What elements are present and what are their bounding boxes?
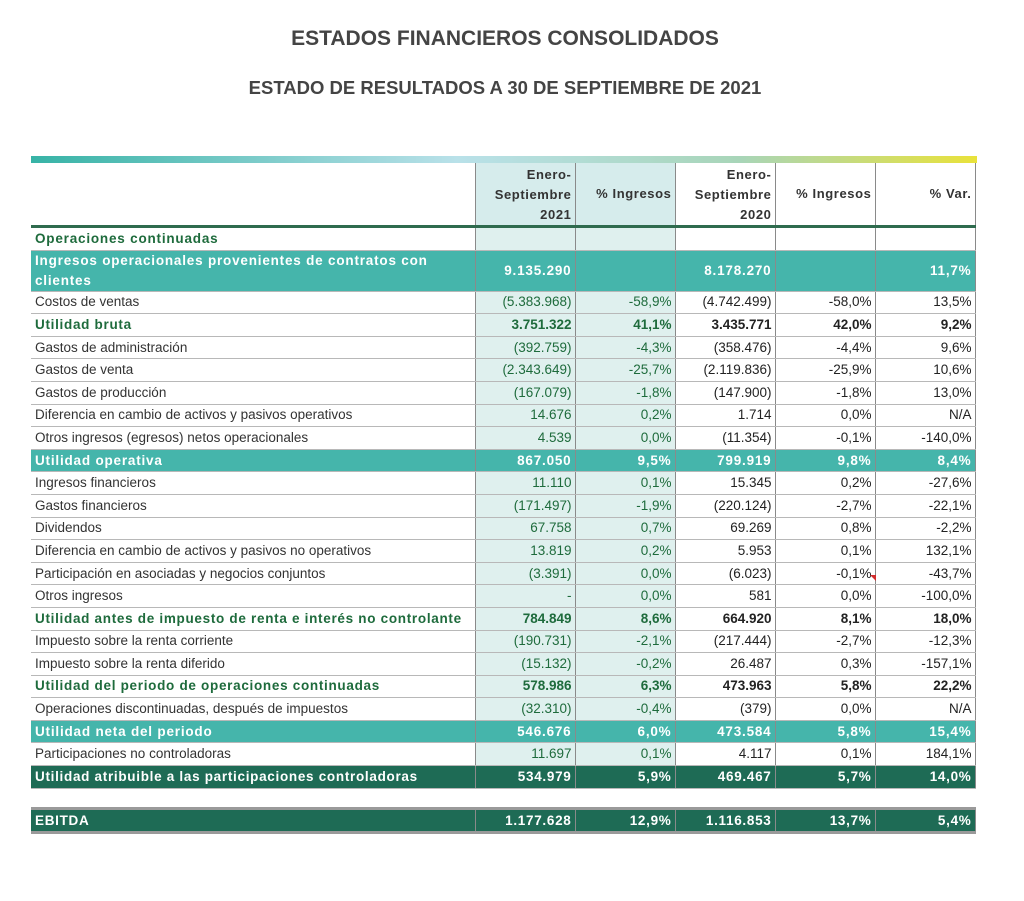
cell-value-2021	[475, 227, 575, 251]
ebitda-label: EBITDA	[31, 809, 475, 833]
cell-value-2021: (3.391)	[475, 562, 575, 585]
cell-value-2020: 5.953	[675, 540, 775, 563]
cell-pct-var: 11,7%	[875, 250, 975, 291]
cell-pct-ingresos-2020: 0,0%	[775, 404, 875, 427]
cell-pct-var: 13,5%	[875, 291, 975, 314]
cell-pct-ingresos-2020: 5,8%	[775, 675, 875, 698]
cell-value-2021: (32.310)	[475, 698, 575, 721]
cell-value-2021: 534.979	[475, 766, 575, 789]
cell-pct-var: -157,1%	[875, 653, 975, 676]
cell-value-2020: 3.435.771	[675, 314, 775, 337]
cell-pct-ingresos-2020: -1,8%	[775, 381, 875, 404]
cell-value-2021: (190.731)	[475, 630, 575, 653]
cell-value-2021: 546.676	[475, 720, 575, 743]
cell-value-2021: 784.849	[475, 607, 575, 630]
row-label: Operaciones continuadas	[31, 227, 475, 251]
cell-value-2020: (6.023)	[675, 562, 775, 585]
cell-value-2021: 11.697	[475, 743, 575, 766]
cell-pct-var: -2,2%	[875, 517, 975, 540]
cell-pct-var: 18,0%	[875, 607, 975, 630]
cell-pct-ingresos-2020: -0,1%	[775, 562, 875, 585]
row-label: Gastos de venta	[31, 359, 475, 382]
cell-pct-ingresos-2021: 0,7%	[575, 517, 675, 540]
cell-pct-ingresos-2020: 42,0%	[775, 314, 875, 337]
cell-value-2021: 867.050	[475, 449, 575, 472]
table-row	[31, 427, 975, 450]
cell-pct-var: 132,1%	[875, 540, 975, 563]
cell-pct-var: -22,1%	[875, 494, 975, 517]
cell-pct-ingresos-2020: 0,0%	[775, 698, 875, 721]
row-label: Dividendos	[31, 517, 475, 540]
row-label: Impuesto sobre la renta diferido	[31, 653, 475, 676]
cell-value-2020: (217.444)	[675, 630, 775, 653]
cell-value-2020: (358.476)	[675, 336, 775, 359]
table-row	[31, 291, 975, 314]
row-label: Utilidad antes de impuesto de renta e interés no controlante	[31, 607, 475, 630]
cell-pct-var: 8,4%	[875, 449, 975, 472]
cell-value-2020: (379)	[675, 698, 775, 721]
cell-pct-ingresos-2021	[575, 250, 675, 291]
cell-pct-ingresos-2020: 0,1%	[775, 540, 875, 563]
row-label: Gastos de producción	[31, 381, 475, 404]
table-row	[31, 630, 975, 653]
header-period-2021: Enero- Septiembre 2021	[475, 163, 575, 227]
cell-pct-var: 184,1%	[875, 743, 975, 766]
cell-pct-ingresos-2020: 0,2%	[775, 472, 875, 495]
document-subtitle: ESTADO DE RESULTADOS A 30 DE SEPTIEMBRE DE 2021	[248, 77, 762, 98]
table-header-row	[31, 163, 975, 227]
cell-pct-ingresos-2021: -0,2%	[575, 653, 675, 676]
cell-pct-var: -100,0%	[875, 585, 975, 608]
ebitda-table	[31, 807, 976, 834]
row-label: Diferencia en cambio de activos y pasivos no operativos	[31, 540, 475, 563]
cell-pct-ingresos-2021: 0,0%	[575, 585, 675, 608]
cell-pct-ingresos-2021: -0,4%	[575, 698, 675, 721]
table-row	[31, 562, 975, 585]
cell-pct-var: 10,6%	[875, 359, 975, 382]
table-row	[31, 720, 975, 743]
cell-value-2021: 67.758	[475, 517, 575, 540]
cell-pct-ingresos-2021: -58,9%	[575, 291, 675, 314]
table-row	[31, 517, 975, 540]
cell-value-2020: 1.714	[675, 404, 775, 427]
cell-pct-ingresos-2021: 6,3%	[575, 675, 675, 698]
cell-pct-ingresos-2020	[775, 227, 875, 251]
cell-value-2021: 14.676	[475, 404, 575, 427]
cell-value-2020: 581	[675, 585, 775, 608]
cell-pct-ingresos-2021: 8,6%	[575, 607, 675, 630]
cell-pct-var: 15,4%	[875, 720, 975, 743]
cell-pct-ingresos-2020: -58,0%	[775, 291, 875, 314]
cell-pct-var: 9,2%	[875, 314, 975, 337]
cell-pct-ingresos-2021: 0,1%	[575, 743, 675, 766]
table-row	[31, 698, 975, 721]
cell-value-2020: (220.124)	[675, 494, 775, 517]
table-row	[31, 404, 975, 427]
cell-pct-var: -27,6%	[875, 472, 975, 495]
cell-pct-var: -140,0%	[875, 427, 975, 450]
ebitda-pct-2020: 13,7%	[775, 809, 875, 833]
ebitda-value-2020: 1.116.853	[675, 809, 775, 833]
row-label: Ingresos financieros	[31, 472, 475, 495]
cell-value-2021: (392.759)	[475, 336, 575, 359]
cell-value-2021: 4.539	[475, 427, 575, 450]
cell-value-2020: 473.963	[675, 675, 775, 698]
cell-pct-ingresos-2021: 0,0%	[575, 562, 675, 585]
cell-pct-var: N/A	[875, 698, 975, 721]
cell-value-2020: 4.117	[675, 743, 775, 766]
cell-pct-ingresos-2020: 0,1%	[775, 743, 875, 766]
row-label: Utilidad atribuible a las participaciones controladoras	[31, 766, 475, 789]
cell-pct-ingresos-2020: -4,4%	[775, 336, 875, 359]
table-row	[31, 250, 975, 291]
header-gradient-bar	[31, 156, 977, 163]
row-label: Participación en asociadas y negocios conjuntos	[31, 562, 475, 585]
table-row	[31, 449, 975, 472]
cell-pct-var	[875, 227, 975, 251]
row-label: Gastos financieros	[31, 494, 475, 517]
row-label: Operaciones discontinuadas, después de impuestos	[31, 698, 475, 721]
document-title: ESTADOS FINANCIEROS CONSOLIDADOS	[291, 27, 719, 50]
cell-value-2020	[675, 227, 775, 251]
table-row	[31, 336, 975, 359]
cell-value-2021: (15.132)	[475, 653, 575, 676]
ebitda-pct-var: 5,4%	[875, 809, 975, 833]
header-label-cell	[31, 163, 475, 227]
income-statement-table	[31, 163, 976, 789]
cell-value-2020: 69.269	[675, 517, 775, 540]
cell-pct-ingresos-2020	[775, 250, 875, 291]
cell-value-2020: (11.354)	[675, 427, 775, 450]
cell-pct-var: -43,7%	[875, 562, 975, 585]
header-period-2020: Enero- Septiembre 2020	[675, 163, 775, 227]
cell-value-2021: (2.343.649)	[475, 359, 575, 382]
cell-pct-var: 22,2%	[875, 675, 975, 698]
row-label: Ingresos operacionales provenientes de contratos con clientes	[31, 250, 475, 291]
cell-value-2021: -	[475, 585, 575, 608]
cell-value-2020: 473.584	[675, 720, 775, 743]
cell-value-2021: 11.110	[475, 472, 575, 495]
cell-value-2020: 8.178.270	[675, 250, 775, 291]
table-row	[31, 743, 975, 766]
row-label: Gastos de administración	[31, 336, 475, 359]
cell-pct-ingresos-2020: 9,8%	[775, 449, 875, 472]
table-row	[31, 607, 975, 630]
cell-value-2021: 9.135.290	[475, 250, 575, 291]
cell-pct-ingresos-2021: 0,1%	[575, 472, 675, 495]
cell-pct-ingresos-2021: 41,1%	[575, 314, 675, 337]
cell-pct-ingresos-2021: 6,0%	[575, 720, 675, 743]
cell-value-2020: 26.487	[675, 653, 775, 676]
cell-pct-ingresos-2020: -2,7%	[775, 630, 875, 653]
cell-value-2020: 664.920	[675, 607, 775, 630]
row-label: Utilidad del periodo de operaciones continuadas	[31, 675, 475, 698]
cell-pct-var: N/A	[875, 404, 975, 427]
cell-pct-ingresos-2021: -1,8%	[575, 381, 675, 404]
cell-value-2020: (4.742.499)	[675, 291, 775, 314]
header-pct-var: % Var.	[875, 163, 975, 227]
cell-pct-ingresos-2020: 0,0%	[775, 585, 875, 608]
cell-value-2021: (171.497)	[475, 494, 575, 517]
row-label: Utilidad neta del periodo	[31, 720, 475, 743]
row-label: Utilidad operativa	[31, 449, 475, 472]
cell-pct-ingresos-2020: 5,8%	[775, 720, 875, 743]
cell-value-2020: (147.900)	[675, 381, 775, 404]
table-row	[31, 766, 975, 789]
cell-pct-ingresos-2021: -1,9%	[575, 494, 675, 517]
cell-pct-var: -12,3%	[875, 630, 975, 653]
ebitda-value-2021: 1.177.628	[475, 809, 575, 833]
comment-marker	[870, 575, 876, 581]
table-row	[31, 585, 975, 608]
row-label: Costos de ventas	[31, 291, 475, 314]
cell-pct-ingresos-2021: 5,9%	[575, 766, 675, 789]
cell-value-2021: 3.751.322	[475, 314, 575, 337]
cell-value-2020: 799.919	[675, 449, 775, 472]
row-label: Otros ingresos (egresos) netos operacionales	[31, 427, 475, 450]
cell-value-2021: 13.819	[475, 540, 575, 563]
cell-pct-var: 13,0%	[875, 381, 975, 404]
cell-pct-ingresos-2021: 9,5%	[575, 449, 675, 472]
table-row	[31, 381, 975, 404]
cell-value-2020: 15.345	[675, 472, 775, 495]
row-label: Utilidad bruta	[31, 314, 475, 337]
table-row	[31, 227, 975, 251]
row-label: Otros ingresos	[31, 585, 475, 608]
table-row	[31, 494, 975, 517]
cell-pct-ingresos-2021: -25,7%	[575, 359, 675, 382]
table-row	[31, 675, 975, 698]
cell-pct-ingresos-2021: -2,1%	[575, 630, 675, 653]
ebitda-row	[31, 809, 975, 833]
row-label: Impuesto sobre la renta corriente	[31, 630, 475, 653]
table-row	[31, 653, 975, 676]
cell-pct-ingresos-2020: -0,1%	[775, 427, 875, 450]
cell-value-2021: (167.079)	[475, 381, 575, 404]
cell-pct-var: 14,0%	[875, 766, 975, 789]
cell-pct-ingresos-2021: -4,3%	[575, 336, 675, 359]
table-row	[31, 314, 975, 337]
cell-pct-ingresos-2020: 0,8%	[775, 517, 875, 540]
cell-pct-var: 9,6%	[875, 336, 975, 359]
cell-pct-ingresos-2020: -2,7%	[775, 494, 875, 517]
table-row	[31, 540, 975, 563]
cell-pct-ingresos-2021	[575, 227, 675, 251]
cell-pct-ingresos-2020: 5,7%	[775, 766, 875, 789]
cell-pct-ingresos-2021: 0,2%	[575, 404, 675, 427]
cell-pct-ingresos-2020: 0,3%	[775, 653, 875, 676]
table-row	[31, 472, 975, 495]
cell-pct-ingresos-2020: 8,1%	[775, 607, 875, 630]
cell-value-2020: (2.119.836)	[675, 359, 775, 382]
cell-value-2020: 469.467	[675, 766, 775, 789]
header-pct-ingresos-2021: % Ingresos	[575, 163, 675, 227]
cell-pct-ingresos-2021: 0,0%	[575, 427, 675, 450]
header-pct-ingresos-2020: % Ingresos	[775, 163, 875, 227]
cell-pct-ingresos-2020: -25,9%	[775, 359, 875, 382]
table-row	[31, 359, 975, 382]
row-label: Diferencia en cambio de activos y pasivos operativos	[31, 404, 475, 427]
cell-value-2021: (5.383.968)	[475, 291, 575, 314]
cell-value-2021: 578.986	[475, 675, 575, 698]
row-label: Participaciones no controladoras	[31, 743, 475, 766]
cell-pct-ingresos-2021: 0,2%	[575, 540, 675, 563]
ebitda-pct-2021: 12,9%	[575, 809, 675, 833]
